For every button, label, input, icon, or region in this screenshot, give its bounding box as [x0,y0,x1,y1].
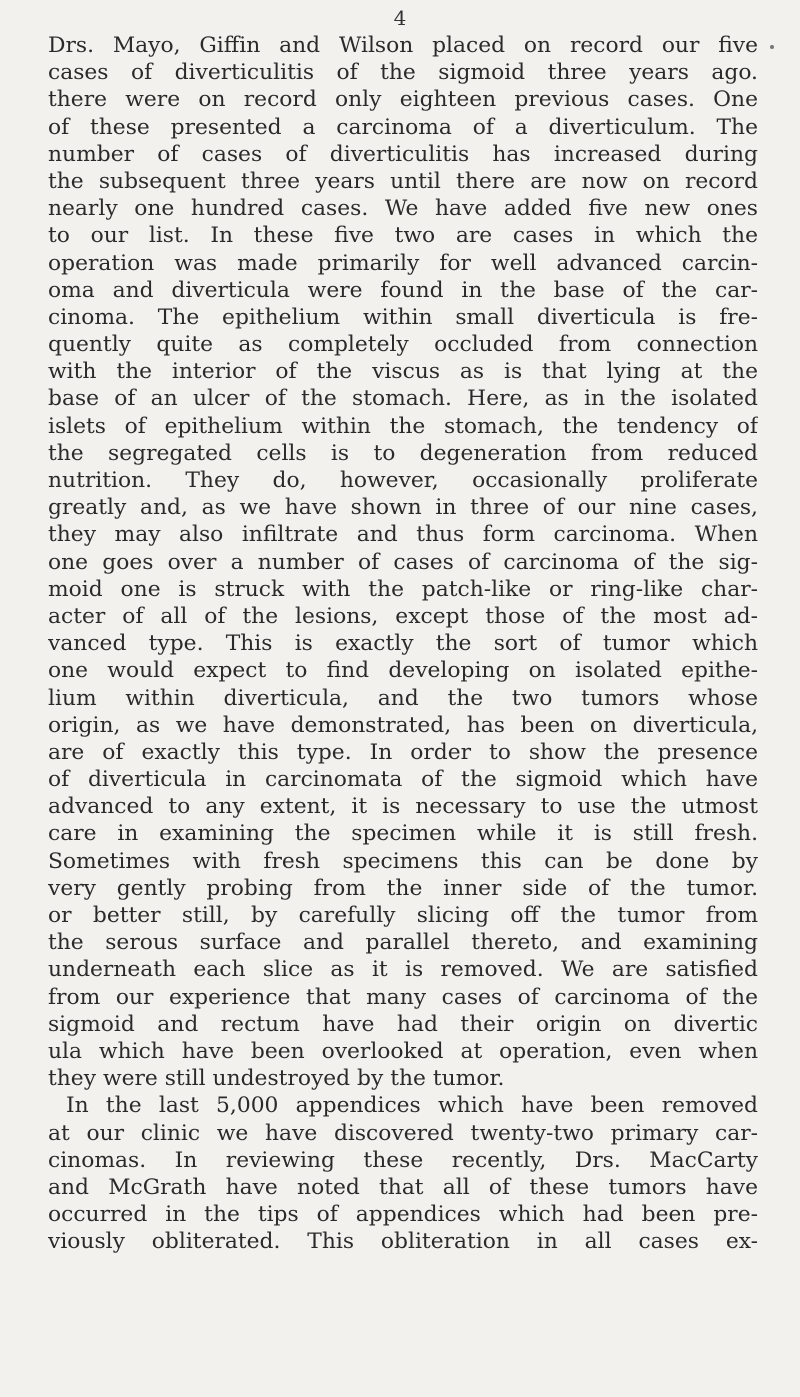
print-speck [770,45,774,49]
paragraph [48,1092,758,1255]
text-line: the subsequent three years until there are now on record [48,168,758,194]
text-line: are of exactly this type. In order to show the presence [48,739,758,765]
text-line: Drs. Mayo, Giffin and Wilson placed on record our five [48,33,758,58]
text-line: acter of all of the lesions, except those of the most ad- [48,603,758,629]
body-text [48,32,758,1255]
text-line: sigmoid and rectum have had their origin on divertic [48,1011,758,1037]
text-line: greatly and, as we have shown in three of our nine cases, [48,495,758,521]
text-line: In the last 5,000 appendices which have been removed [66,1093,758,1119]
text-line: they may also infiltrate and thus form carcinoma. When [48,522,758,548]
text-line: cinomas. In reviewing these recently, Drs. MacCarty [48,1147,758,1173]
text-line: moid one is struck with the patch-like or ring-like char- [48,576,758,602]
text-line: Sometimes with fresh specimens this can be done by [48,848,758,874]
text-line: very gently probing from the inner side of the tumor. [48,875,758,901]
text-line: occurred in the tips of appendices which had been pre- [48,1202,758,1228]
text-line: origin, as we have demonstrated, has been on diverticula, [48,712,758,738]
text-line: base of an ulcer of the stomach. Here, as in the isolated [48,386,758,412]
text-line: advanced to any extent, it is necessary to use the utmost [48,794,758,820]
text-line: ula which have been overlooked at operation, even when [48,1038,758,1064]
text-line: of these presented a carcinoma of a diverticulum. The [48,114,758,140]
text-line: the segregated cells is to degeneration from reduced [48,440,758,466]
text-line: to our list. In these five two are cases in which the [48,223,758,249]
text-line: the serous surface and parallel thereto, and examining [48,930,758,956]
text-line: they were still undestroyed by the tumor. [48,1066,505,1092]
paragraph [48,32,758,1092]
text-line: lium within diverticula, and the two tumors whose [48,685,758,711]
text-line: quently quite as completely occluded from connection [48,332,758,358]
text-line: one goes over a number of cases of carcinoma of the sig- [48,549,758,575]
text-line: cinoma. The epithelium within small diverticula is fre- [48,304,758,330]
text-line: with the interior of the viscus as is that lying at the [48,359,758,385]
text-line: nutrition. They do, however, occasionally proliferate [48,468,758,493]
text-line: one would expect to find developing on isolated epithe- [48,658,758,684]
text-line: care in examining the specimen while it is still fresh. [48,821,758,847]
text-line: viously obliterated. This obliteration in all cases ex- [48,1229,758,1255]
text-line: of diverticula in carcinomata of the sigmoid which have [48,767,758,793]
text-line: nearly one hundred cases. We have added five new ones [48,196,758,222]
text-line: at our clinic we have discovered twenty-two primary car- [48,1120,758,1146]
text-line: underneath each slice as it is removed. We are satisfied [48,957,758,983]
text-line: or better still, by carefully slicing off the tumor from [48,903,758,928]
text-line: islets of epithelium within the stomach, the tendency of [48,413,758,439]
text-line: number of cases of diverticulitis has increased during [48,141,758,167]
page-number: 4 [393,6,407,30]
text-line: and McGrath have noted that all of these tumors have [48,1174,758,1200]
text-line: oma and diverticula were found in the base of the car- [48,277,758,303]
text-line: vanced type. This is exactly the sort of tumor which [48,631,758,657]
text-line: operation was made primarily for well advanced carcin- [48,250,758,276]
text-line: from our experience that many cases of carcinoma of the [48,984,758,1010]
text-line: there were on record only eighteen previous cases. One [48,87,758,113]
text-line: cases of diverticulitis of the sigmoid three years ago. [48,60,758,86]
